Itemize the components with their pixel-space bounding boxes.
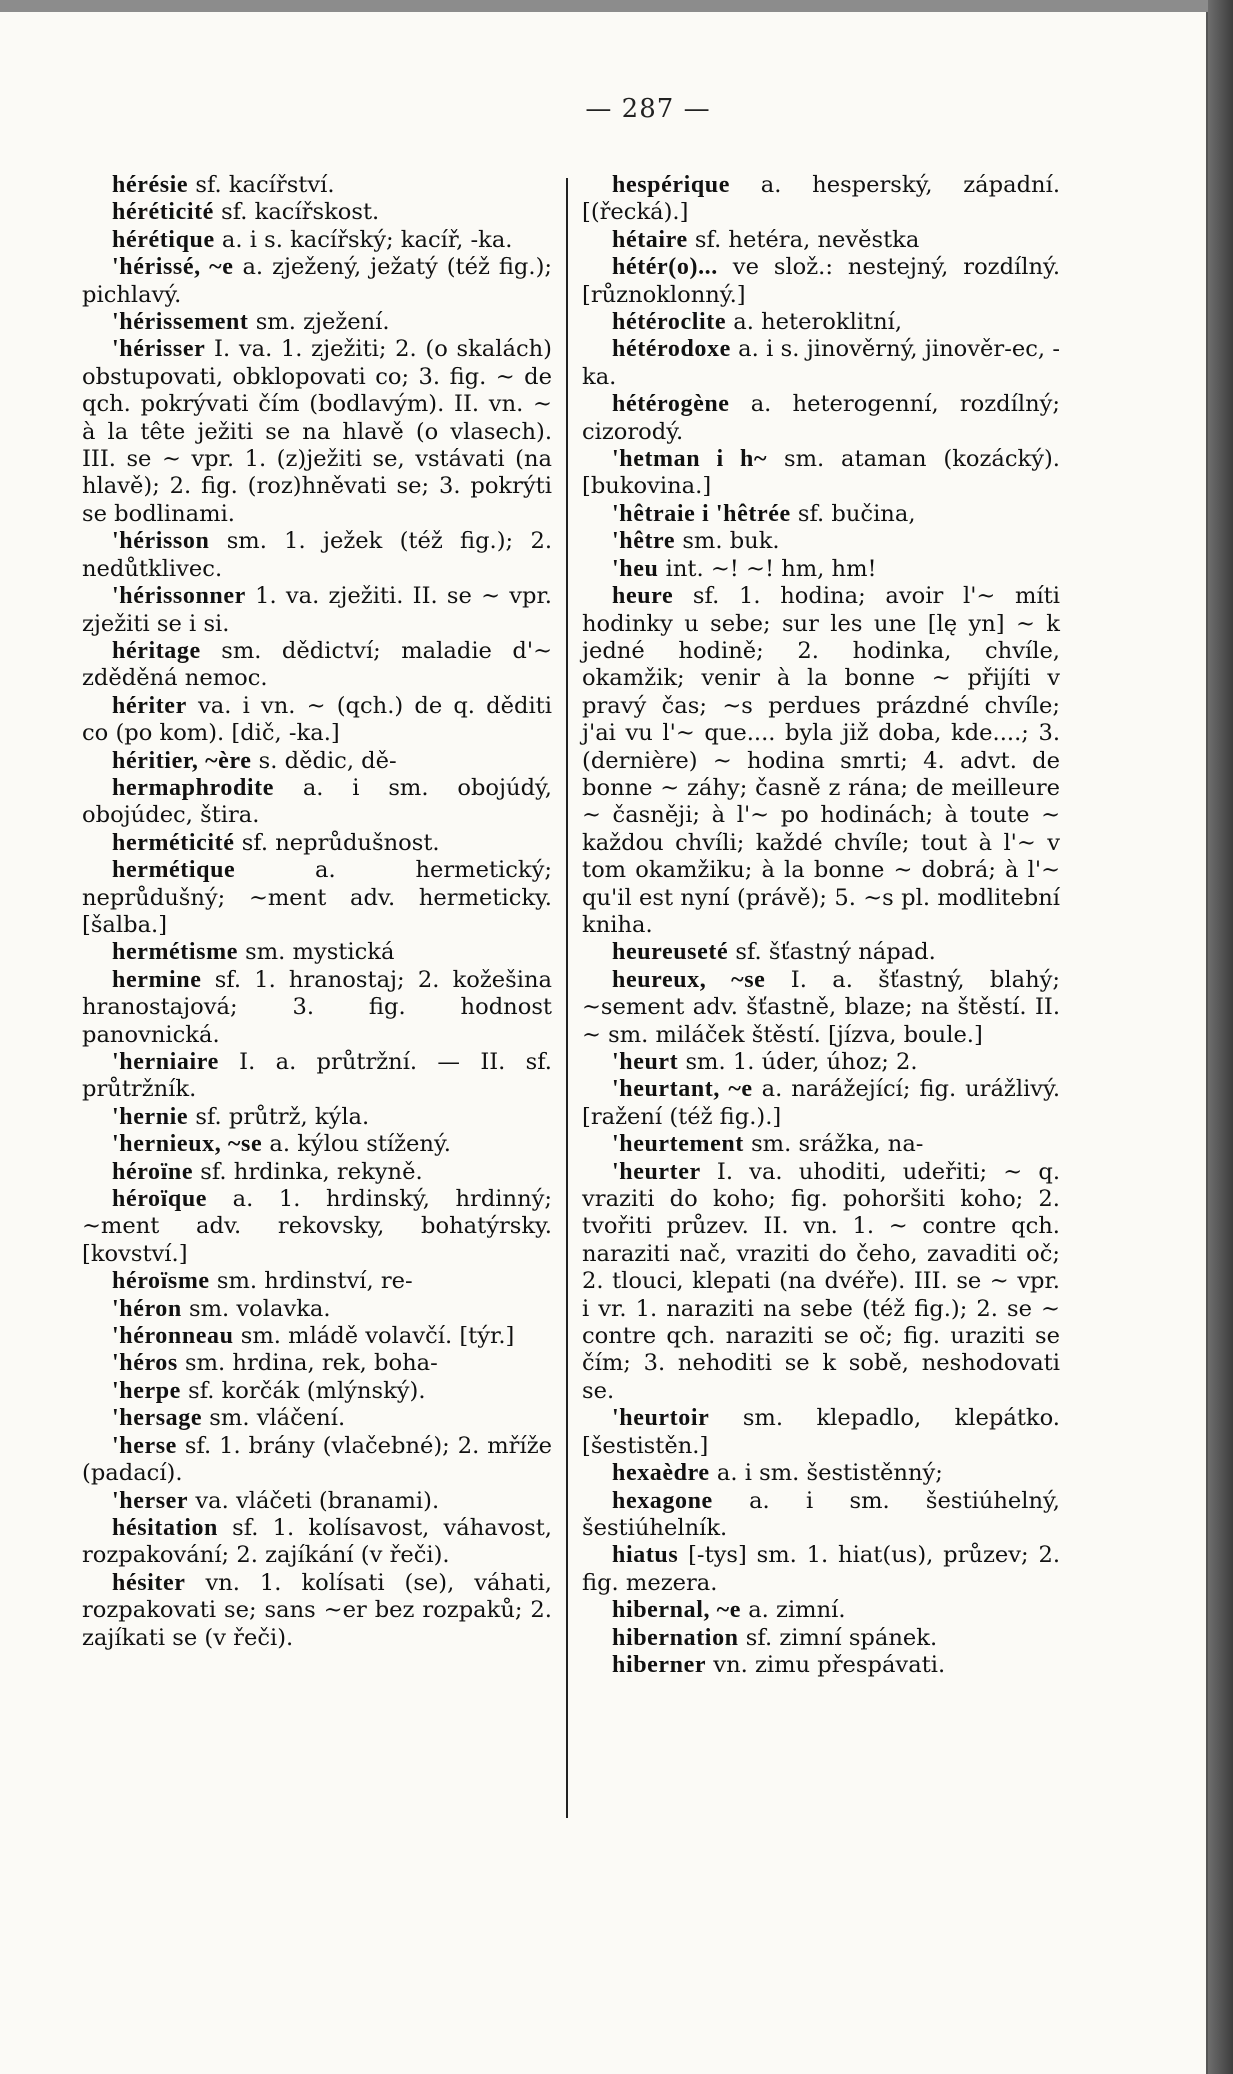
page-number: — 287 —: [585, 94, 711, 124]
entry-definition: sf. neprůdušnost.: [234, 829, 440, 856]
entry-definition: sf. 1. kolísavost, váhavost, rozpakování; 2. zajíkání (v řeči).: [82, 1514, 552, 1569]
dictionary-entry: [582, 1405, 1060, 1460]
dictionary-entry: [82, 227, 552, 254]
dictionary-entry: [82, 528, 552, 583]
entry-definition: sf. 1. brány (vlačebné); 2. mříže (padací).: [82, 1432, 552, 1487]
entry-headword: hétér(o)...: [612, 254, 718, 281]
entry-definition: sf. průtrž, kýla.: [188, 1103, 370, 1130]
entry-definition: sf. korčák (mlýnský).: [180, 1377, 426, 1404]
entry-headword: hexagone: [612, 1487, 713, 1514]
entry-definition: sm. mystická: [237, 939, 395, 966]
dictionary-entry: [82, 748, 552, 775]
entry-definition: sm. dědictví; maladie d'~ zděděná nemoc.: [82, 637, 552, 692]
entry-headword: hérésie: [112, 172, 189, 198]
dictionary-entry: [582, 1488, 1060, 1543]
dictionary-entry: [82, 638, 552, 693]
dictionary-entry: [82, 1350, 552, 1377]
entry-headword: herméticité: [112, 829, 235, 856]
entry-definition: sm. ataman (kozácký). [bukovina.]: [582, 446, 1060, 500]
dictionary-entry: [82, 830, 552, 857]
entry-definition: a. zimní.: [741, 1597, 846, 1624]
dictionary-entry: [582, 1625, 1060, 1652]
dictionary-entry: [582, 939, 1060, 966]
entry-headword: 'hetman i h~: [612, 446, 768, 473]
entry-definition: sm. zježení.: [248, 309, 390, 336]
entry-headword: 'herniaire: [112, 1049, 219, 1075]
entry-headword: hétaire: [612, 226, 688, 253]
dictionary-entry: [82, 583, 552, 638]
dictionary-entry: [82, 1159, 552, 1186]
entry-headword: heureux, ~se: [612, 966, 766, 993]
entry-definition: sf. šťastný nápad.: [728, 939, 936, 966]
dictionary-entry: [82, 1323, 552, 1350]
entry-definition: I. a. průtržní. — II. sf. průtržník.: [82, 1049, 552, 1103]
entry-headword: 'hêtre: [612, 528, 676, 555]
entry-headword: 'heu: [612, 555, 659, 582]
entry-headword: hésitation: [112, 1514, 219, 1541]
entry-headword: 'hernieux, ~se: [112, 1131, 263, 1158]
dictionary-entry: [582, 528, 1060, 555]
dictionary-entry: [582, 172, 1060, 227]
dictionary-entry: [582, 446, 1060, 501]
entry-definition: 1. va. zježiti. II. se ~ vpr. zježiti se i si.: [82, 583, 552, 637]
dictionary-entry: [582, 556, 1060, 583]
entry-headword: hexaèdre: [612, 1460, 710, 1487]
dictionary-entry: [82, 967, 552, 1049]
dictionary-entry: [82, 1488, 552, 1515]
dictionary-entry: [82, 199, 552, 226]
entry-headword: 'héros: [112, 1350, 178, 1377]
entry-definition: sf. hrdinka, rekyně.: [193, 1158, 423, 1185]
entry-definition: a. zježený, ježatý (též fig.); pichlavý.: [82, 254, 552, 308]
entry-headword: 'heurtoir: [612, 1405, 710, 1432]
dictionary-entry: [582, 583, 1060, 939]
entry-definition: a. i sm. obojúdý, obojúdec, štira.: [82, 774, 552, 829]
entry-definition: sm. volavka.: [181, 1295, 331, 1322]
entry-headword: héritier, ~ère: [112, 747, 252, 774]
entry-headword: heure: [612, 583, 674, 610]
entry-definition: a. heteroklitní,: [726, 309, 903, 336]
entry-headword: hespérique: [612, 172, 731, 198]
entry-definition: va. i vn. ~ (qch.) de q. děditi co (po kom). [dič, -ka.]: [82, 692, 552, 747]
dictionary-entry: [582, 227, 1060, 254]
dictionary-entry: [82, 172, 552, 199]
entry-headword: 'hêtraie i 'hêtrée: [612, 500, 791, 527]
dictionary-entry: [582, 254, 1060, 309]
entry-headword: hiberner: [612, 1651, 707, 1678]
entry-headword: 'heurter: [612, 1158, 701, 1185]
entry-definition: sf. zimní spánek.: [738, 1624, 938, 1651]
entry-headword: hiatus: [612, 1542, 679, 1569]
entry-definition: sf. bučina,: [790, 500, 916, 527]
entry-definition: sf. 1. hranostaj; 2. kožešina hranostajová; 3. fig. hodnost panovnická.: [82, 966, 552, 1048]
entry-definition: s. dědic, dě-: [251, 747, 397, 774]
dictionary-entry: [82, 775, 552, 830]
entry-definition: a. i sm. šestiúhelný, šestiúhelník.: [582, 1487, 1060, 1541]
entry-definition: vn. zimu přespávati.: [706, 1651, 946, 1678]
entry-definition: sf. kacířskost.: [213, 199, 380, 226]
entry-headword: heureuseté: [612, 939, 729, 966]
entry-headword: héroïsme: [112, 1268, 210, 1295]
dictionary-entry: [82, 1378, 552, 1405]
entry-headword: hibernal, ~e: [612, 1597, 742, 1624]
entry-headword: 'heurt: [612, 1049, 679, 1075]
entry-definition: sm. klepadlo, klepátko. [šestistěn.]: [582, 1405, 1060, 1459]
entry-headword: héroïque: [112, 1186, 208, 1213]
entry-definition: a. 1. hrdinský, hrdinný; ~ment adv. rekovsky, bohatýrsky. [kovství.]: [82, 1186, 552, 1267]
entry-headword: 'hérissonner: [112, 583, 246, 610]
entry-headword: hermine: [112, 966, 202, 993]
dictionary-entry: [82, 693, 552, 748]
entry-definition: sm. srážka, na-: [743, 1131, 924, 1158]
entry-definition: sm. 1. ježek (též fig.); 2. nedůtklivec.: [82, 528, 552, 582]
entry-headword: 'héron: [112, 1295, 182, 1322]
entry-definition: sf. hetéra, nevěstka: [687, 226, 920, 253]
dictionary-entry: [82, 1268, 552, 1295]
entry-definition: a. kýlou stížený.: [262, 1131, 451, 1158]
dictionary-entry: [582, 309, 1060, 336]
dictionary-entry: [82, 336, 552, 528]
dictionary-entry: [582, 1460, 1060, 1487]
entry-headword: hétéroclite: [612, 309, 727, 336]
entry-definition: va. vláčeti (branami).: [188, 1487, 440, 1514]
entry-definition: sm. mládě volavčí. [týr.]: [233, 1323, 515, 1350]
entry-definition: sm. 1. úder, úhoz; 2.: [678, 1049, 918, 1075]
entry-headword: héréticité: [112, 199, 214, 226]
entry-headword: héroïne: [112, 1158, 194, 1185]
entry-headword: 'hérisson: [112, 528, 210, 555]
right-column: [582, 172, 1060, 1679]
entry-definition: ve slož.: nestejný, rozdílný. [různoklonný.]: [582, 254, 1060, 308]
dictionary-entry: [582, 1597, 1060, 1624]
entry-headword: hésiter: [112, 1569, 186, 1596]
dictionary-entry: [582, 391, 1060, 446]
dictionary-entry: [82, 1296, 552, 1323]
entry-definition: sm. hrdina, rek, boha-: [177, 1350, 438, 1377]
entry-headword: hermétisme: [112, 939, 238, 966]
entry-definition: int. ~! ~! hm, hm!: [658, 555, 877, 582]
dictionary-entry: [582, 967, 1060, 1049]
dictionary-entry: [82, 1515, 552, 1570]
dictionary-entry: [82, 1186, 552, 1268]
entry-headword: 'hernie: [112, 1103, 189, 1130]
dictionary-entry: [582, 501, 1060, 528]
entry-definition: a. heterogenní, rozdílný; cizorodý.: [582, 391, 1060, 445]
entry-headword: 'herpe: [112, 1377, 181, 1404]
entry-definition: a. hesperský, západní. [(řecká).]: [582, 172, 1060, 226]
column-divider: [566, 178, 568, 1818]
entry-headword: héritage: [112, 637, 201, 664]
entry-headword: hétérodoxe: [612, 336, 731, 363]
dictionary-entry: [82, 254, 552, 309]
entry-definition: a. i sm. šestistěnný;: [709, 1460, 943, 1487]
dictionary-entry: [82, 1049, 552, 1104]
dictionary-entry: [82, 1405, 552, 1432]
entry-headword: 'heurtement: [612, 1131, 744, 1158]
entry-definition: sm. hrdinství, re-: [209, 1268, 413, 1295]
dictionary-entry: [82, 1131, 552, 1158]
dictionary-entry: [82, 1433, 552, 1488]
entry-definition: a. hermetický; neprůdušný; ~ment adv. hermeticky. [šalba.]: [82, 857, 552, 938]
entry-headword: 'herser: [112, 1487, 189, 1514]
book-spine-shadow: [1208, 0, 1233, 2074]
dictionary-entry: [82, 857, 552, 939]
entry-definition: I. a. šťastný, blahý; ~sement adv. šťastně, blaze; na štěstí. II. ~ sm. miláček štěstí. [jízva, boule.]: [582, 966, 1060, 1048]
entry-headword: 'héronneau: [112, 1323, 234, 1350]
entry-headword: 'hérissé, ~e: [112, 254, 234, 281]
entry-headword: 'hérissement: [112, 309, 249, 336]
entry-definition: sf. kacířství.: [188, 172, 335, 198]
entry-headword: hérétique: [112, 226, 215, 253]
entry-headword: 'hersage: [112, 1405, 203, 1432]
entry-definition: a. i s. kacířský; kacíř, -ka.: [214, 226, 513, 253]
dictionary-entry: [82, 1570, 552, 1652]
dictionary-entry: [82, 309, 552, 336]
entry-headword: 'herse: [112, 1432, 177, 1459]
entry-headword: 'heurtant, ~e: [612, 1076, 753, 1103]
dictionary-entry: [582, 1049, 1060, 1076]
entry-definition: a. narážející; fig. urážlivý. [ražení (též fig.).]: [582, 1076, 1060, 1130]
entry-headword: hibernation: [612, 1624, 739, 1651]
entry-headword: hétérogène: [612, 391, 730, 418]
dictionary-entry: [582, 1652, 1060, 1679]
entry-headword: hériter: [112, 692, 187, 719]
dictionary-entry: [582, 1131, 1060, 1158]
entry-definition: [-tys] sm. 1. hiat(us), průzev; 2. fig. mezera.: [582, 1542, 1060, 1596]
dictionary-entry: [582, 336, 1060, 391]
dictionary-entry: [582, 1076, 1060, 1131]
entry-definition: sm. buk.: [675, 528, 780, 555]
entry-headword: 'hérisser: [112, 336, 206, 363]
entry-definition: a. i s. jinověrný, jinověr-ec, -ka.: [582, 336, 1060, 390]
dictionary-entry: [582, 1542, 1060, 1597]
dictionary-page: [0, 12, 1208, 2074]
entry-definition: sm. vláčení.: [202, 1405, 346, 1432]
entry-headword: hermaphrodite: [112, 774, 275, 801]
dictionary-entry: [82, 939, 552, 966]
entry-definition: sf. 1. hodina; avoir l'~ míti hodinky u sebe; sur les une [lę yn] ~ k jedné hodině; 2. hodinka, chvíle, okamžik; venir à la bonne ~ přijíti v pravý čas; ~s perdues prázdné chvíle; j'ai vu l'~ que.... byla již doba, kde....; 3. (dernière) ~ hodina smrti; 4. advt. de bonne ~ záhy; časně z rána; de meilleure ~ časněji; à l'~ po hodinách; à toute ~ každou chvíli; každé chvíle; tout à l'~ v tom okamžiku; à la bonne ~ dobrá; à l'~ qu'il est nyní (právě); 5. ~s pl. modlitební kniha.: [582, 583, 1060, 938]
entry-definition: vn. 1. kolísati (se), váhati, rozpakovati se; sans ~er bez rozpaků; 2. zajíkati se (v řeči).: [82, 1569, 552, 1651]
entry-definition: I. va. 1. zježiti; 2. (o skalách) obstupovati, obklopovati co; 3. fig. ~ de qch. pokrývati čím (bodlavým). II. vn. ~ à la tête ježiti se na hlavě (o vlasech). III. se ~ vpr. 1. (z)ježiti se, vstávati (na hlavě); 2. fig. (roz)hněvati se; 3. pokrýti se bodlinami.: [82, 336, 552, 527]
entry-definition: I. va. uhoditi, udeřiti; ~ q. vraziti do koho; fig. pohoršiti koho; 2. tvořiti průzev. II. vn. 1. ~ contre qch. naraziti nač, vraziti do čeho, zavaditi oč; 2. tlouci, klepati (na dvéře). III. se ~ vpr. i vr. 1. naraziti na sebe (též fig.); 2. se ~ contre qch. naraziti se oč; fig. uraziti se čím; 3. nehoditi se k sobě, neshodovati se.: [582, 1158, 1060, 1404]
dictionary-entry: [82, 1104, 552, 1131]
left-column: [82, 172, 552, 1652]
dictionary-entry: [582, 1159, 1060, 1406]
entry-headword: hermétique: [112, 857, 236, 884]
